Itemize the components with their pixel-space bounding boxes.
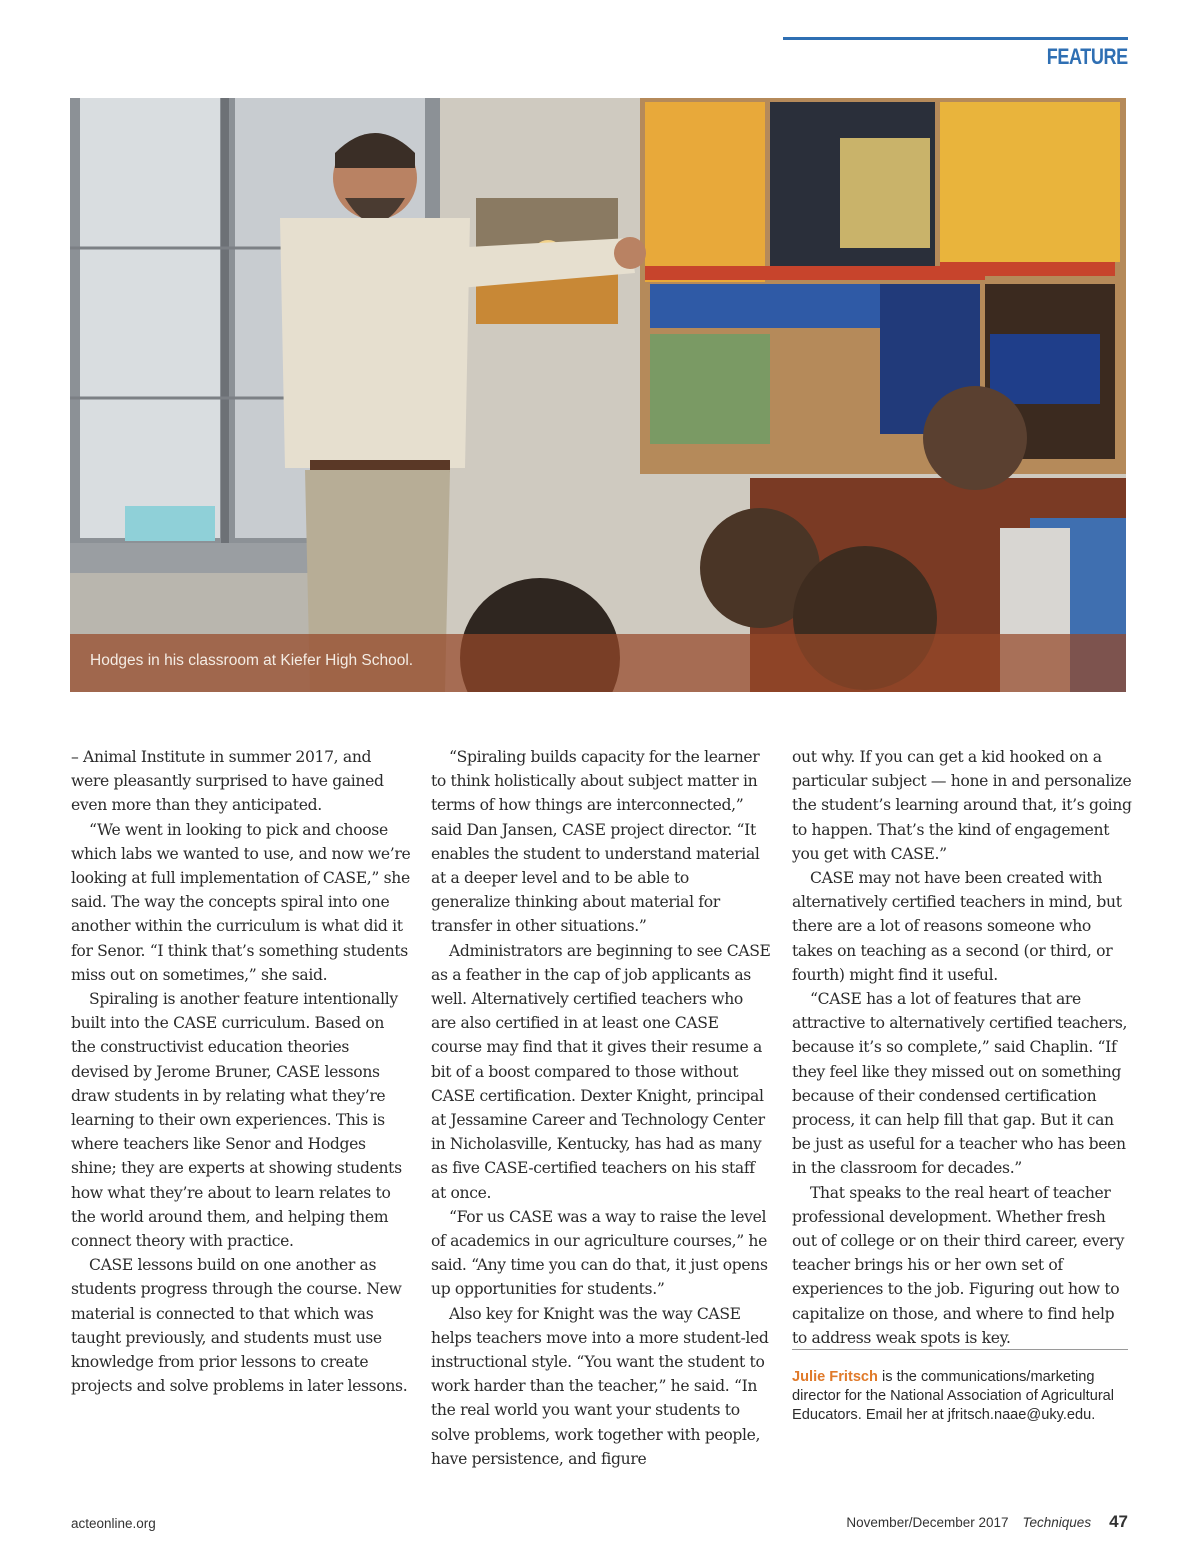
paragraph: Also key for Knight was the way CASE helps teachers move into a more student-led instructional style. “You want the student to work harder than the teacher,” he said. “In the real world you want your students to solve problems, work together with people, have persistence, and figure xyxy=(431,1304,769,1468)
page-number: 47 xyxy=(1109,1512,1128,1531)
classroom-photo xyxy=(70,98,1126,692)
article-column-3 xyxy=(792,745,1132,1350)
paragraph: Spiraling is another feature intentionally built into the CASE curriculum. Based on the constructivist education theories devised by Jerome Bruner, CASE lessons draw students in by relating what they’re learning to their own experiences. This is where teachers like Senor and Hodges shine; they are experts at showing students how what they’re about to learn relates to the world around them, and helping them connect theory with practice. xyxy=(71,990,402,1251)
caption-bar xyxy=(70,634,1126,692)
paragraph: “CASE has a lot of features that are attractive to alternatively certified teachers, because it’s so complete,” said Chaplin. “If they feel like they missed out on something because of their condensed certification process, it can help fill that gap. But it can be just as useful for a teacher who has been in the classroom for decades.” xyxy=(792,990,1128,1178)
paragraph: CASE lessons build on one another as students progress through the course. New material is connected to that which was taught previously, and students must use knowledge from prior lessons to create projects and solve problems in later lessons. xyxy=(71,1256,408,1396)
paragraph: – Animal Institute in summer 2017, and were pleasantly surprised to have gained even more than they anticipated. xyxy=(71,748,384,815)
footer-magazine: Techniques xyxy=(1022,1515,1092,1530)
paragraph: That speaks to the real heart of teacher professional development. Whether fresh out of college or on their third career, every teacher brings his or her own set of experiences to the job. Figuring out how to capitalize on those, and where to find help to address weak spots is key. xyxy=(792,1183,1125,1347)
paragraph: “We went in looking to pick and choose which labs we wanted to use, and now we’re looking at full implementation of CASE,” she said. The way the concepts spiral into one another within the curriculum is what did it for Senor. “I think that’s something students miss out on sometimes,” she said. xyxy=(71,820,411,984)
paragraph: CASE may not have been created with alternatively certified teachers in mind, but there are a lot of reasons someone who takes on teaching as a second (or third, or fourth) might find it useful. xyxy=(792,869,1122,984)
footer-issue-info xyxy=(846,1512,1128,1532)
bio-divider xyxy=(792,1349,1128,1350)
paragraph: “Spiraling builds capacity for the learner to think holistically about subject matter in terms of how things are interconnected,” said Dan Jansen, CASE project director. “It enables the student to understand material at a deeper level and to be able to generalize thinking about material for transfer in other situations.” xyxy=(431,748,760,936)
article-column-1 xyxy=(71,745,411,1398)
classroom-photo-illustration xyxy=(70,98,1126,692)
footer-issue: November/December 2017 xyxy=(846,1515,1009,1530)
article-column-2 xyxy=(431,745,771,1471)
author-name: Julie Fritsch xyxy=(792,1369,878,1385)
header-rule xyxy=(783,37,1128,40)
paragraph: Administrators are beginning to see CASE as a feather in the cap of job applicants as well. Alternatively certified teachers who are also certified in at least one CASE course may find that it gives their resume a bit of a boost compared to those without CASE certification. Dexter Knight, principal at Jessamine Career and Technology Center in Nicholasville, Kentucky, has had as many as five CASE-certified teachers on his staff at once. xyxy=(431,941,771,1202)
paragraph: “For us CASE was a way to raise the level of academics in our agriculture courses,” he said. “Any time you can do that, it just opens up opportunities for students.” xyxy=(431,1207,768,1299)
section-label: FEATURE xyxy=(1047,44,1128,69)
author-bio xyxy=(792,1368,1132,1425)
paragraph: out why. If you can get a kid hooked on a particular subject — hone in and personalize the student’s learning around that, it’s going to happen. That’s the kind of engagement you get with CASE.” xyxy=(792,748,1132,863)
author-bio-text: is the communications/marketing director for the National Association of Agricultural Educators. Email her at jfritsch.naae@uky.edu. xyxy=(792,1369,1115,1423)
footer-website: acteonline.org xyxy=(71,1516,156,1531)
photo-caption: Hodges in his classroom at Kiefer High School. xyxy=(90,652,414,669)
